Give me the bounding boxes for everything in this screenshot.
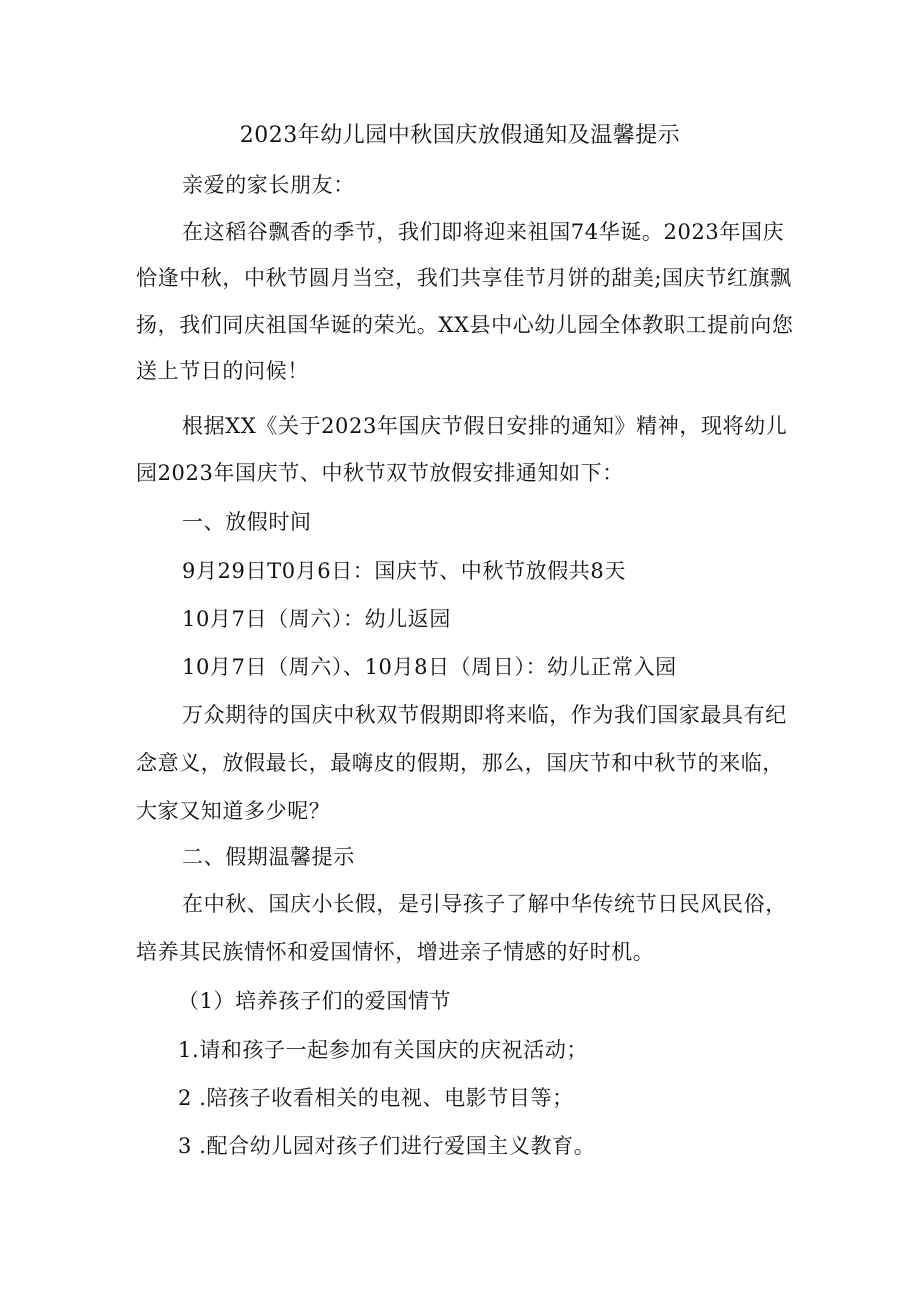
- tip-item-2: 2 .陪孩子收看相关的电视、电影节目等；: [178, 1086, 574, 1110]
- section2-heading: 二、假期温馨提示: [182, 845, 355, 869]
- paragraph1-line3: 扬，我们同庆祖国华诞的荣光。XX县中心幼儿园全体教职工提前向您: [136, 313, 794, 337]
- subsection1-heading: （1）培养孩子们的爱国情节: [178, 989, 452, 1013]
- paragraph3-line1: 万众期待的国庆中秋双节假期即将来临，作为我们国家最具有纪: [182, 703, 787, 727]
- paragraph2-line1: 根据XX《关于2023年国庆节假日安排的通知》精神，现将幼儿: [182, 414, 788, 438]
- schedule-item-2: 10月7日（周六）：幼儿返园: [182, 607, 451, 631]
- paragraph2-line2: 园2023年国庆节、中秋节双节放假安排通知如下：: [136, 461, 624, 485]
- section1-heading: 一、放假时间: [182, 510, 312, 534]
- paragraph1-line4: 送上节日的问候！: [136, 359, 309, 383]
- schedule-item-1: 9月29日T0月6日：国庆节、中秋节放假共8天: [182, 559, 626, 583]
- paragraph4-line1: 在中秋、国庆小长假，是引导孩子了解中华传统节日民风民俗，: [182, 892, 787, 916]
- greeting: 亲爱的家长朋友：: [182, 173, 355, 197]
- schedule-item-3: 10月7日（周六）、10月8日（周日）：幼儿正常入园: [182, 655, 677, 679]
- tip-item-1: 1.请和孩子一起参加有关国庆的庆祝活动；: [178, 1038, 589, 1062]
- paragraph4-line2: 培养其民族情怀和爱国情怀，增进亲子情感的好时机。: [136, 940, 655, 964]
- paragraph1-line1: 在这稻谷飘香的季节，我们即将迎来祖国74华诞。2023年国庆: [182, 220, 785, 244]
- document-title: 2023年幼儿园中秋国庆放假通知及温馨提示: [239, 123, 681, 148]
- paragraph1-line2: 恰逢中秋，中秋节圆月当空，我们共享佳节月饼的甜美;国庆节红旗飘: [136, 266, 792, 290]
- paragraph3-line2: 念意义，放假最长，最嗨皮的假期，那么，国庆节和中秋节的来临，: [136, 751, 784, 775]
- paragraph3-line3: 大家又知道多少呢？: [136, 799, 331, 823]
- tip-item-3: 3 .配合幼儿园对孩子们进行爱国主义教育。: [178, 1134, 596, 1158]
